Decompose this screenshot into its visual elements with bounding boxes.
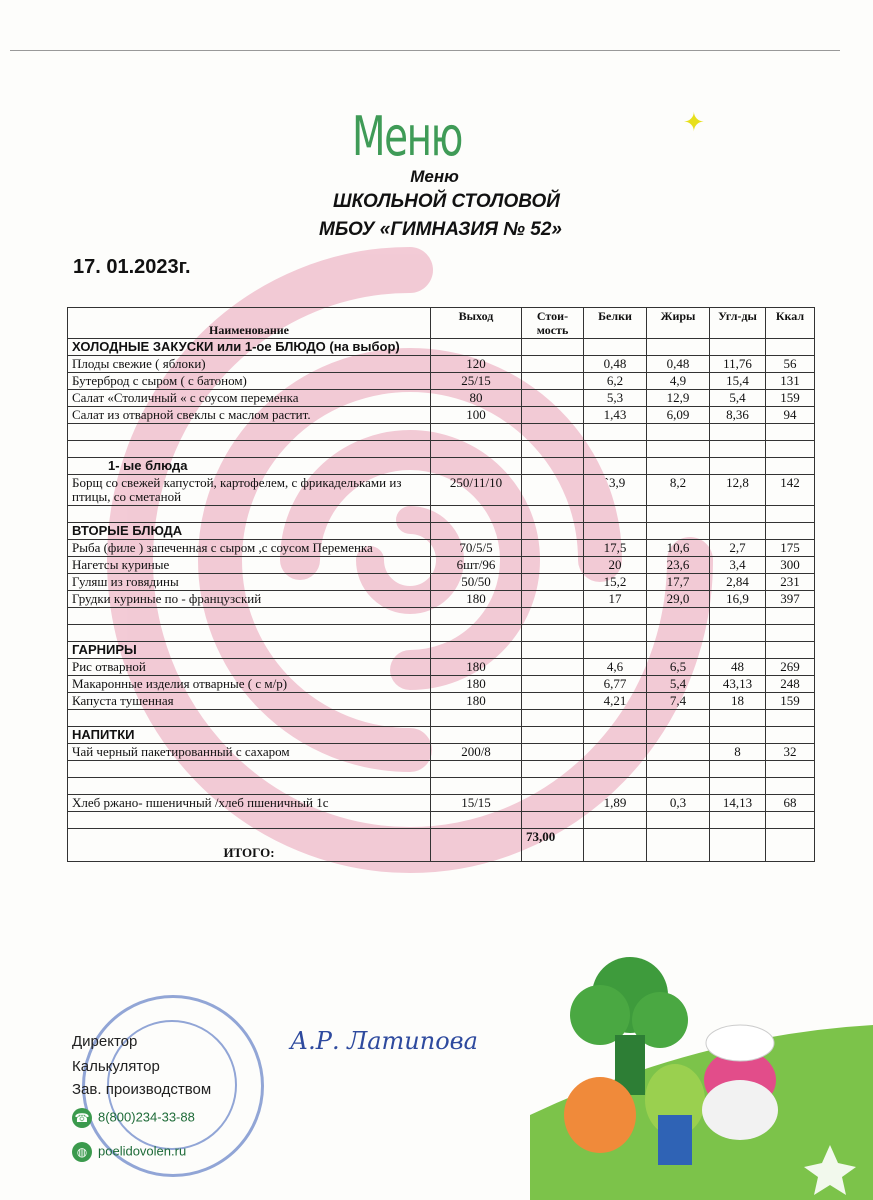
signature-director: Директор: [72, 1033, 138, 1050]
item-output: 180: [431, 659, 522, 676]
blank-row: [68, 761, 815, 778]
item-cost: [522, 744, 584, 761]
item-name: Нагетсы куриные: [68, 557, 431, 574]
item-kcal: 175: [766, 540, 815, 557]
item-protein: 4,6: [584, 659, 647, 676]
site-text: poelidovolen.ru: [98, 1143, 187, 1159]
item-cost: [522, 356, 584, 373]
item-protein: 17,5: [584, 540, 647, 557]
item-name: Макаронные изделия отварные ( с м/р): [68, 676, 431, 693]
item-carbs: 16,9: [710, 591, 766, 608]
item-kcal: 248: [766, 676, 815, 693]
category-label: ХОЛОДНЫЕ ЗАКУСКИ или 1-ое БЛЮДО (на выбор): [68, 339, 431, 356]
item-name: Капуста тушенная: [68, 693, 431, 710]
item-name: Хлеб ржано- пшеничный /хлеб пшеничный 1с: [68, 795, 431, 812]
item-output: 50/50: [431, 574, 522, 591]
item-output: 120: [431, 356, 522, 373]
table-header-row: [68, 308, 815, 339]
item-carbs: 14,13: [710, 795, 766, 812]
item-protein: 15,2: [584, 574, 647, 591]
signature-calculator: Калькулятор: [72, 1058, 160, 1075]
item-carbs: 8,36: [710, 407, 766, 424]
blank-row: [68, 710, 815, 727]
category-row: [68, 727, 815, 744]
phone-icon: ☎: [72, 1108, 92, 1128]
item-cost: [522, 475, 584, 506]
item-protein: 20: [584, 557, 647, 574]
item-output: 80: [431, 390, 522, 407]
item-kcal: 94: [766, 407, 815, 424]
blank-row: [68, 441, 815, 458]
contact-phone: [72, 1108, 195, 1128]
category-label: НАПИТКИ: [68, 727, 431, 744]
menu-item-row: [68, 390, 815, 407]
item-fat: 4,9: [647, 373, 710, 390]
item-kcal: 231: [766, 574, 815, 591]
item-protein: 6,77: [584, 676, 647, 693]
item-protein: `3,9: [584, 475, 647, 506]
item-kcal: 131: [766, 373, 815, 390]
item-protein: 1,43: [584, 407, 647, 424]
school-title: МБОУ «ГИМНАЗИЯ № 52»: [319, 219, 562, 240]
menu-item-row: [68, 574, 815, 591]
menu-item-row: [68, 591, 815, 608]
menu-item-row: [68, 407, 815, 424]
item-output: 180: [431, 693, 522, 710]
menu-item-row: [68, 373, 815, 390]
item-name: Борщ со свежей капустой, картофелем, с фрикадельками из птицы, со сметаной: [68, 475, 431, 506]
item-fat: [647, 744, 710, 761]
item-fat: 6,09: [647, 407, 710, 424]
item-output: 25/15: [431, 373, 522, 390]
menu-date: 17. 01.2023г.: [73, 256, 191, 278]
table-body: [68, 339, 815, 829]
menu-item-row: [68, 475, 815, 506]
item-cost: [522, 557, 584, 574]
menu-script-title: Меню: [352, 105, 462, 168]
col-output-header: Выход: [431, 308, 522, 339]
col-kcal-header: Ккал: [766, 308, 815, 339]
item-carbs: 2,7: [710, 540, 766, 557]
item-name: Гуляш из говядины: [68, 574, 431, 591]
item-fat: 6,5: [647, 659, 710, 676]
blank-row: [68, 608, 815, 625]
item-name: Салат «Столичный « с соусом переменка: [68, 390, 431, 407]
menu-item-row: [68, 557, 815, 574]
item-protein: 1,89: [584, 795, 647, 812]
menu-item-row: [68, 676, 815, 693]
item-fat: 0,3: [647, 795, 710, 812]
handwritten-signature: А.Р. Латипова: [290, 1027, 478, 1055]
item-kcal: 300: [766, 557, 815, 574]
item-cost: [522, 407, 584, 424]
item-fat: 10,6: [647, 540, 710, 557]
item-protein: 4,21: [584, 693, 647, 710]
menu-item-row: [68, 659, 815, 676]
item-carbs: 11,76: [710, 356, 766, 373]
item-output: 180: [431, 676, 522, 693]
item-fat: 0,48: [647, 356, 710, 373]
item-carbs: 43,13: [710, 676, 766, 693]
total-output: [431, 829, 522, 862]
item-carbs: 5,4: [710, 390, 766, 407]
item-cost: [522, 676, 584, 693]
blank-row: [68, 778, 815, 795]
item-name: Рис отварной: [68, 659, 431, 676]
item-fat: 17,7: [647, 574, 710, 591]
menu-subtitle: Меню: [410, 167, 459, 186]
item-fat: 23,6: [647, 557, 710, 574]
col-fat-header: Жиры: [647, 308, 710, 339]
category-label: ВТОРЫЕ БЛЮДА: [68, 523, 431, 540]
contact-site: [72, 1142, 186, 1162]
item-kcal: 56: [766, 356, 815, 373]
item-output: 200/8: [431, 744, 522, 761]
canteen-title: ШКОЛЬНОЙ СТОЛОВОЙ: [333, 191, 560, 212]
item-kcal: 397: [766, 591, 815, 608]
menu-item-row: [68, 693, 815, 710]
phone-text: 8(800)234-33-88: [98, 1109, 195, 1125]
item-fat: 5,4: [647, 676, 710, 693]
item-carbs: 18: [710, 693, 766, 710]
menu-item-row: [68, 744, 815, 761]
menu-item-row: [68, 540, 815, 557]
col-name-header: Наименование: [68, 308, 431, 339]
total-cost: 73,00: [522, 829, 584, 862]
item-cost: [522, 591, 584, 608]
blank-row: [68, 424, 815, 441]
item-fat: 7,4: [647, 693, 710, 710]
col-cost-header: Стои-мость: [522, 308, 584, 339]
item-kcal: 142: [766, 475, 815, 506]
category-label: 1- ые блюда: [68, 458, 431, 475]
item-protein: 0,48: [584, 356, 647, 373]
item-output: 180: [431, 591, 522, 608]
item-output: 100: [431, 407, 522, 424]
total-row: [68, 829, 815, 862]
item-carbs: 3,4: [710, 557, 766, 574]
col-carbs-header: Угл-ды: [710, 308, 766, 339]
item-protein: 17: [584, 591, 647, 608]
item-name: Бутерброд с сыром ( с батоном): [68, 373, 431, 390]
blank-row: [68, 506, 815, 523]
item-name: Рыба (филе ) запеченная с сыром ,с соусом Переменка: [68, 540, 431, 557]
col-protein-header: Белки: [584, 308, 647, 339]
item-cost: [522, 574, 584, 591]
item-cost: [522, 373, 584, 390]
item-cost: [522, 693, 584, 710]
item-name: Грудки куриные по - французский: [68, 591, 431, 608]
menu-item-row: [68, 356, 815, 373]
category-label: ГАРНИРЫ: [68, 642, 431, 659]
item-cost: [522, 659, 584, 676]
item-carbs: 2,84: [710, 574, 766, 591]
menu-item-row: [68, 795, 815, 812]
total-label: ИТОГО:: [68, 829, 431, 862]
item-kcal: 159: [766, 693, 815, 710]
item-carbs: 8: [710, 744, 766, 761]
item-carbs: 15,4: [710, 373, 766, 390]
item-carbs: 12,8: [710, 475, 766, 506]
item-fat: 12,9: [647, 390, 710, 407]
page-top-line: [10, 50, 840, 51]
signature-production: Зав. производством: [72, 1081, 212, 1098]
item-name: Плоды свежие ( яблоки): [68, 356, 431, 373]
item-output: 6шт/96: [431, 557, 522, 574]
item-output: 15/15: [431, 795, 522, 812]
item-kcal: 32: [766, 744, 815, 761]
subcategory-row: [68, 458, 815, 475]
item-protein: 5,3: [584, 390, 647, 407]
menu-table: [67, 307, 815, 862]
item-cost: [522, 795, 584, 812]
item-kcal: 269: [766, 659, 815, 676]
item-name: Салат из отварной свеклы с маслом растит.: [68, 407, 431, 424]
vegetable-characters-illustration: [530, 925, 873, 1200]
item-fat: 8,2: [647, 475, 710, 506]
category-row: [68, 642, 815, 659]
item-cost: [522, 540, 584, 557]
item-output: 250/11/10: [431, 475, 522, 506]
category-row: [68, 339, 815, 356]
sparkle-icon: ✦: [683, 108, 705, 137]
item-kcal: 159: [766, 390, 815, 407]
item-carbs: 48: [710, 659, 766, 676]
category-row: [68, 523, 815, 540]
blank-row: [68, 625, 815, 642]
item-output: 70/5/5: [431, 540, 522, 557]
item-kcal: 68: [766, 795, 815, 812]
item-fat: 29,0: [647, 591, 710, 608]
blank-row: [68, 812, 815, 829]
item-protein: 6,2: [584, 373, 647, 390]
globe-icon: ◍: [72, 1142, 92, 1162]
item-protein: [584, 744, 647, 761]
item-name: Чай черный пакетированный с сахаром: [68, 744, 431, 761]
item-cost: [522, 390, 584, 407]
